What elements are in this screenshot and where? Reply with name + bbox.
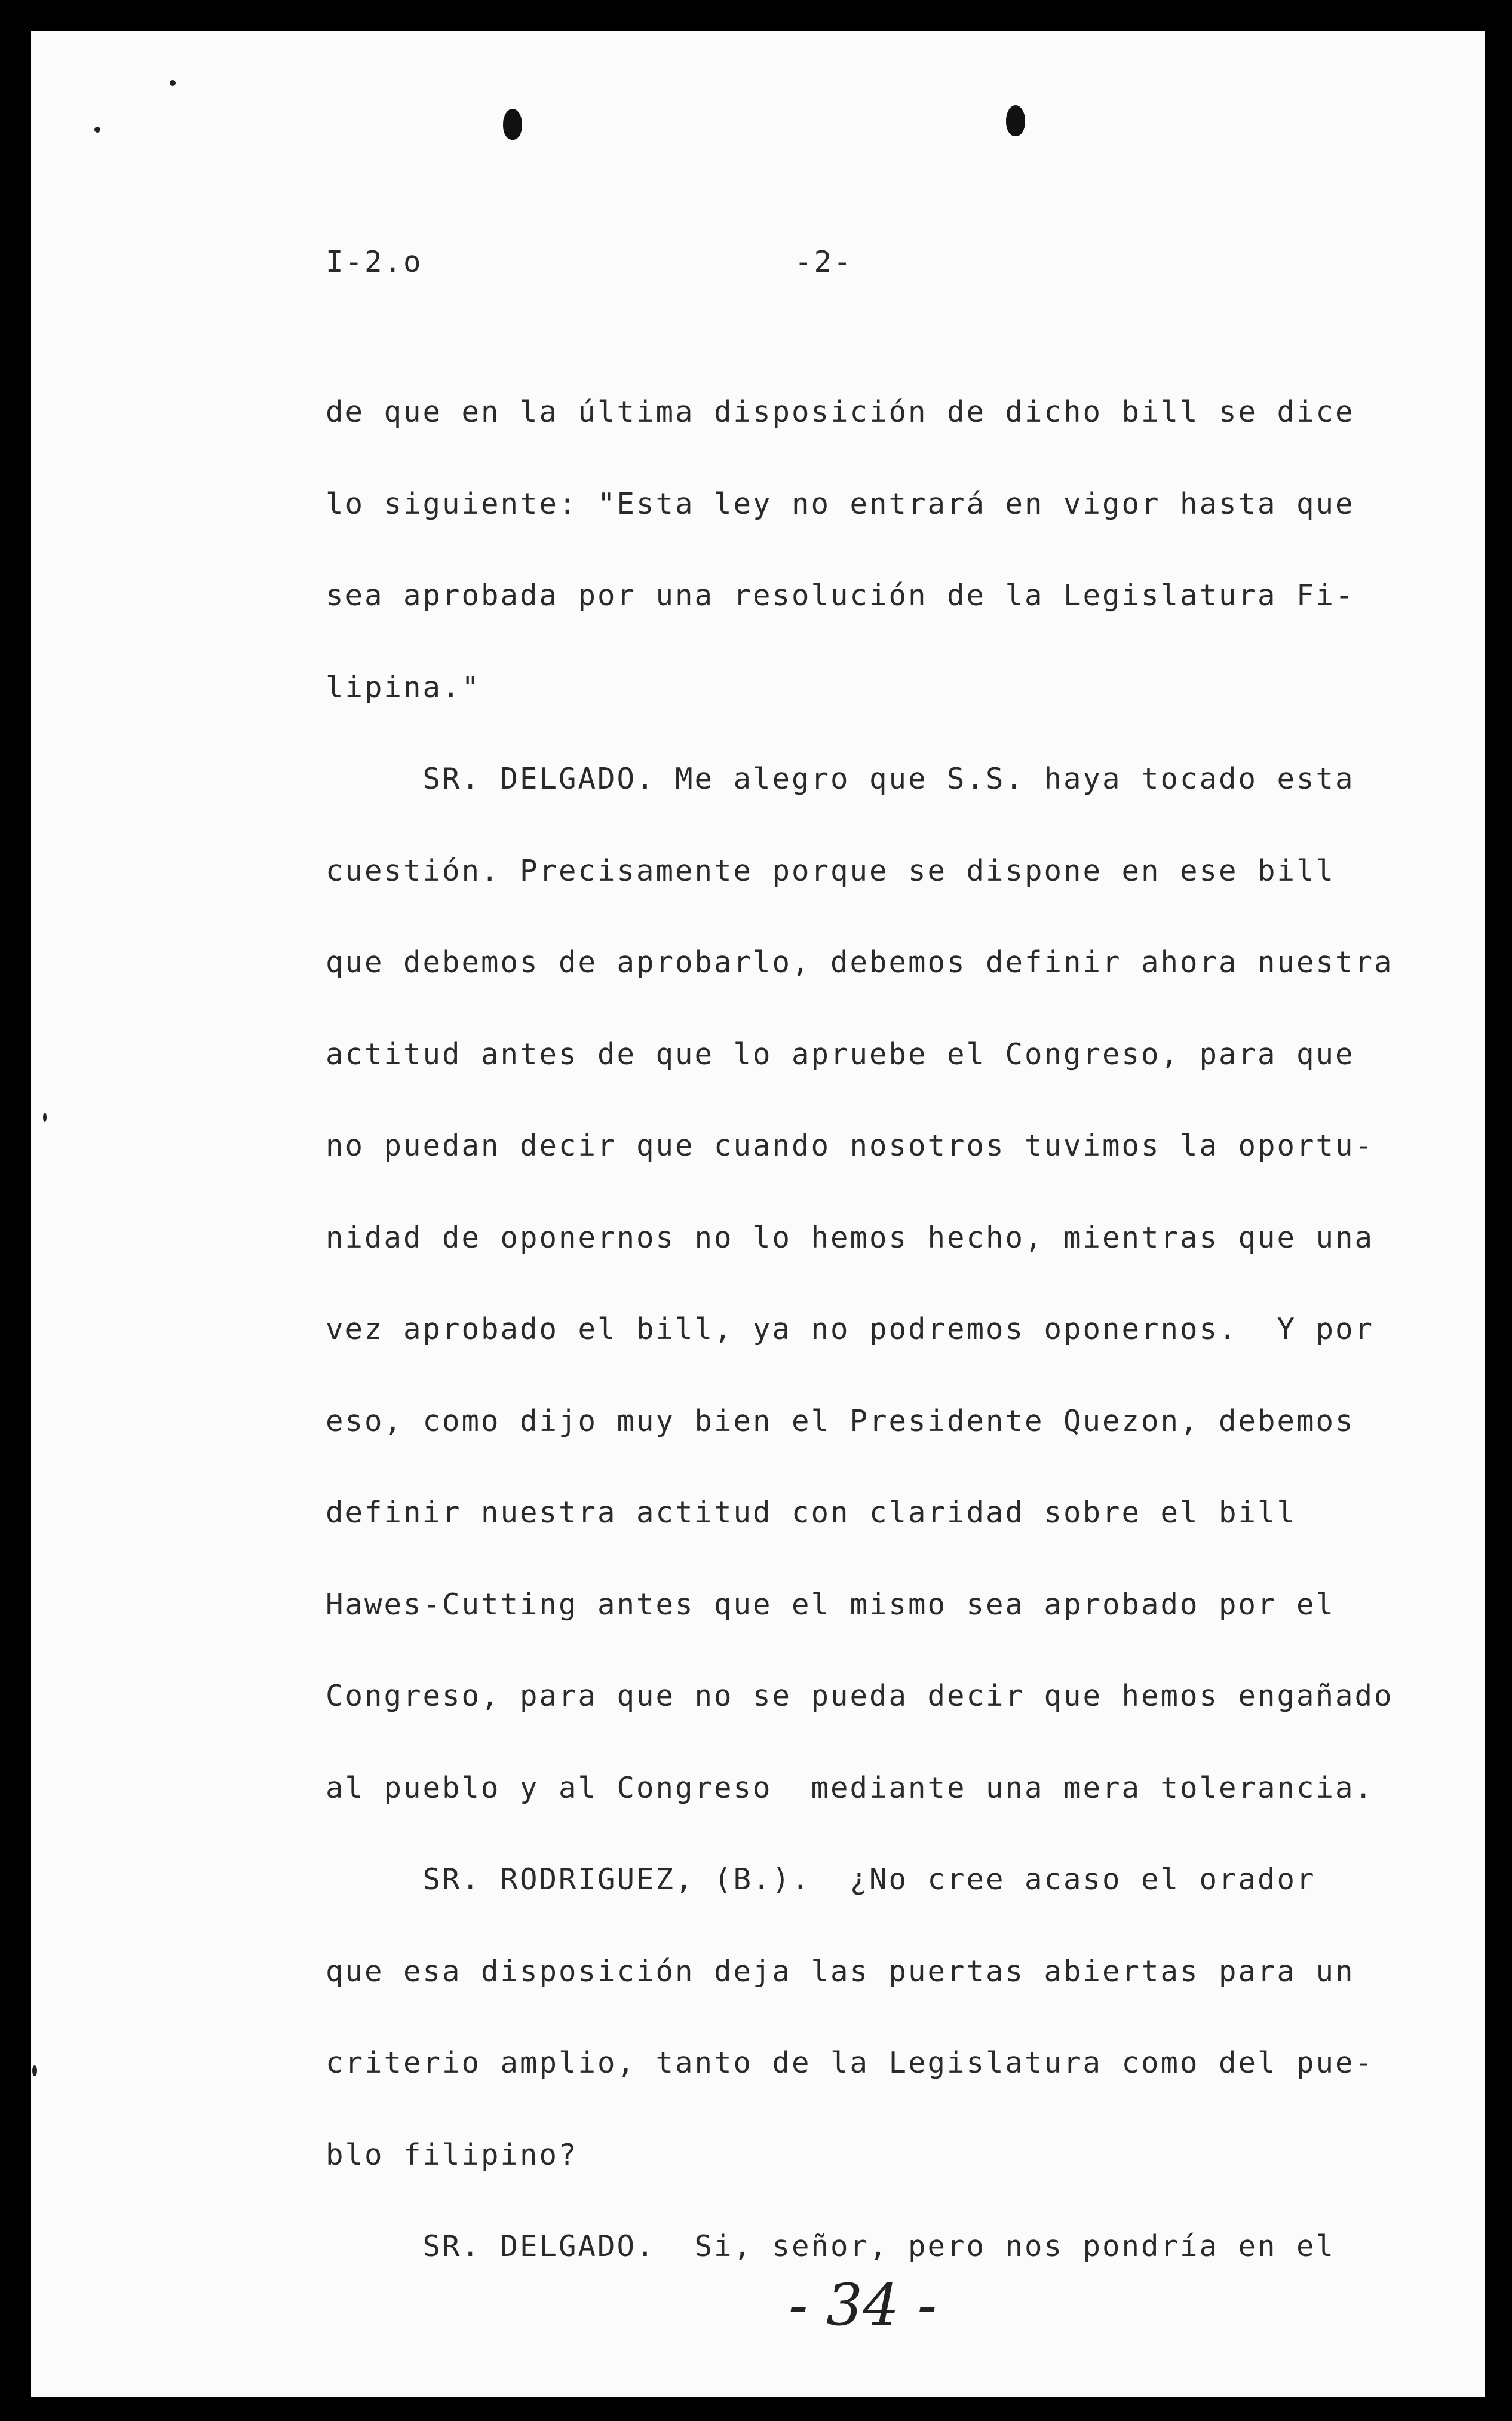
ink-speck bbox=[43, 1113, 47, 1122]
body-line: no puedan decir que cuando nosotros tuvimos la oportu- bbox=[326, 1129, 1375, 1163]
body-line: eso, como dijo muy bien el Presidente Quezon, debemos bbox=[326, 1404, 1355, 1438]
handwritten-page-number: - 34 - bbox=[789, 2272, 937, 2339]
document-id: I-2.o bbox=[326, 245, 423, 279]
body-line: cuestión. Precisamente porque se dispone en ese bill bbox=[326, 854, 1336, 888]
ink-speck bbox=[32, 2065, 37, 2076]
body-line: lo siguiente: "Esta ley no entrará en vigor hasta que bbox=[326, 487, 1355, 521]
body-line: de que en la última disposición de dicho bill se dice bbox=[326, 395, 1355, 429]
body-line: vez aprobado el bill, ya no podremos oponernos. Y por bbox=[326, 1312, 1375, 1346]
body-line: que debemos de aprobarlo, debemos definir ahora nuestra bbox=[326, 945, 1394, 979]
body-line: criterio amplio, tanto de la Legislatura como del pue- bbox=[326, 2046, 1375, 2080]
document-page bbox=[31, 31, 1485, 2397]
body-line: nidad de oponernos no lo hemos hecho, mientras que una bbox=[326, 1221, 1375, 1255]
page-number: -2- bbox=[795, 245, 853, 279]
body-line: actitud antes de que lo apruebe el Congreso, para que bbox=[326, 1037, 1355, 1071]
body-line: sea aprobada por una resolución de la Legislatura Fi- bbox=[326, 578, 1355, 612]
body-line: al pueblo y al Congreso mediante una mera tolerancia. bbox=[326, 1771, 1375, 1805]
body-line: SR. RODRIGUEZ, (B.). ¿No cree acaso el orador bbox=[326, 1862, 1316, 1896]
punch-hole bbox=[503, 109, 522, 140]
ink-speck bbox=[94, 127, 100, 133]
body-line: Congreso, para que no se pueda decir que hemos engañado bbox=[326, 1679, 1394, 1713]
ink-speck bbox=[170, 80, 176, 86]
body-line: lipina." bbox=[326, 670, 481, 704]
punch-hole bbox=[1006, 105, 1025, 136]
body-line: SR. DELGADO. Me alegro que S.S. haya tocado esta bbox=[326, 762, 1355, 796]
body-line: definir nuestra actitud con claridad sobre el bill bbox=[326, 1495, 1297, 1530]
body-line: Hawes-Cutting antes que el mismo sea aprobado por el bbox=[326, 1588, 1336, 1622]
body-line: que esa disposición deja las puertas abiertas para un bbox=[326, 1954, 1355, 1988]
body-line: blo filipino? bbox=[326, 2138, 578, 2172]
body-line: SR. DELGADO. Si, señor, pero nos pondría en el bbox=[326, 2229, 1336, 2263]
